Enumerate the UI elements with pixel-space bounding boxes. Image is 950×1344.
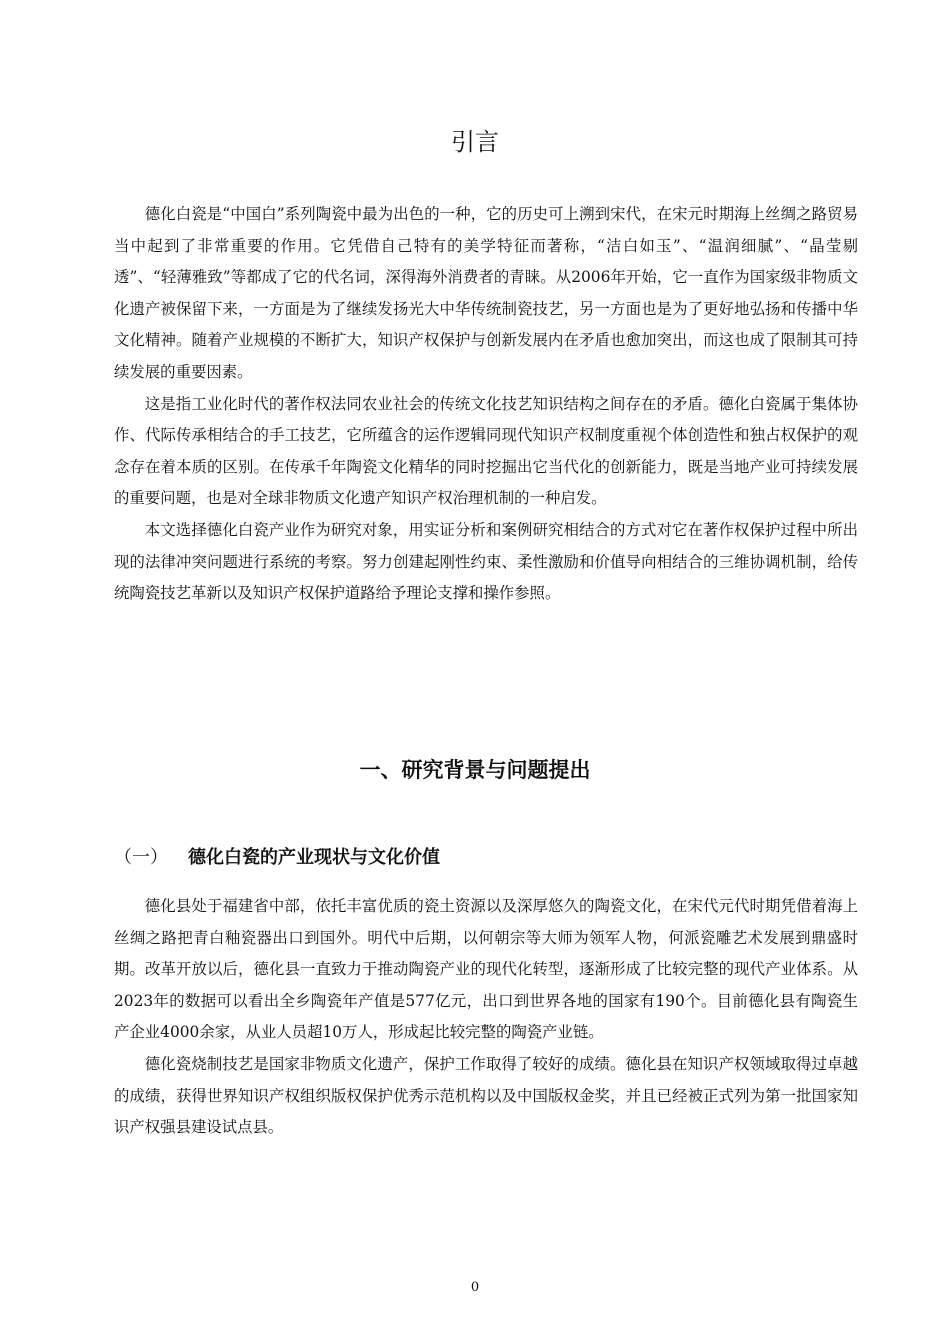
page-title: 引言 bbox=[451, 128, 499, 156]
intro-body bbox=[114, 199, 858, 610]
chapter-heading: 一、研究背景与问题提出 bbox=[359, 758, 591, 782]
page-number: 0 bbox=[470, 1280, 480, 1295]
intro-paragraph-1: 德化白瓷是“中国白”系列陶瓷中最为出色的一种，它的历史可上溯到宋代，在宋元时期海上丝绸之路贸易当中起到了非常重要的作用。它凭借自己特有的美学特征而著称，“洁白如玉”、“温润细腻”、“晶莹剔透”、“轻薄雅致”等都成了它的代名词，深得海外消费者的青睐。从2006年开始，它一直作为国家级非物质文化遗产被保留下来，一方面是为了继续发扬光大中华传统制瓷技艺，另一方面也是为了更好地弘扬和传播中华文化精神。随着产业规模的不断扩大，知识产权保护与创新发展内在矛盾也愈加突出，而这也成了限制其可持续发展的重要因素。 bbox=[114, 205, 858, 381]
section-body bbox=[114, 891, 858, 1144]
intro-paragraph-2: 这是指工业化时代的著作权法同农业社会的传统文化技艺知识结构之间存在的矛盾。德化白瓷属于集体协作、代际传承相结合的手工技艺，它所蕴含的运作逻辑同现代知识产权制度重视个体创造性和独占权保护的观念存在着本质的区别。在传承千年陶瓷文化精华的同时挖掘出它当代化的创新能力，既是当地产业可持续发展的重要问题，也是对全球非物质文化遗产知识产权治理机制的一种启发。 bbox=[114, 394, 858, 508]
section-heading bbox=[114, 838, 858, 878]
intro-paragraph-3: 本文选择德化白瓷产业作为研究对象，用实证分析和案例研究相结合的方式对它在著作权保护过程中所出现的法律冲突问题进行系统的考察。努力创建起刚性约束、柔性激励和价值导向相结合的三维协调机制，给传统陶瓷技艺革新以及知识产权保护道路给予理论支撑和操作参照。 bbox=[114, 520, 858, 603]
section-number: （一） bbox=[114, 847, 168, 868]
section-title: 德化白瓷的产业现状与文化价值 bbox=[188, 847, 440, 868]
section-paragraph-2: 德化瓷烧制技艺是国家非物质文化遗产，保护工作取得了较好的成绩。德化县在知识产权领域取得过卓越的成绩，获得世界知识产权组织版权保护优秀示范机构以及中国版权金奖，并且已经被正式列为第一批国家知识产权强县建设试点县。 bbox=[114, 1054, 858, 1137]
section-paragraph-1: 德化县处于福建省中部，依托丰富优质的瓷土资源以及深厚悠久的陶瓷文化，在宋代元代时期凭借着海上丝绸之路把青白釉瓷器出口到国外。明代中后期，以何朝宗等大师为领军人物，何派瓷雕艺术发展到鼎盛时期。改革开放以后，德化县一直致力于推动陶瓷产业的现代化转型，逐渐形成了比较完整的现代产业体系。从2023年的数据可以看出全乡陶瓷年产值是577亿元，出口到世界各地的国家有190个。目前德化县有陶瓷生产企业4000余家，从业人员超10万人，形成起比较完整的陶瓷产业链。 bbox=[114, 897, 858, 1042]
